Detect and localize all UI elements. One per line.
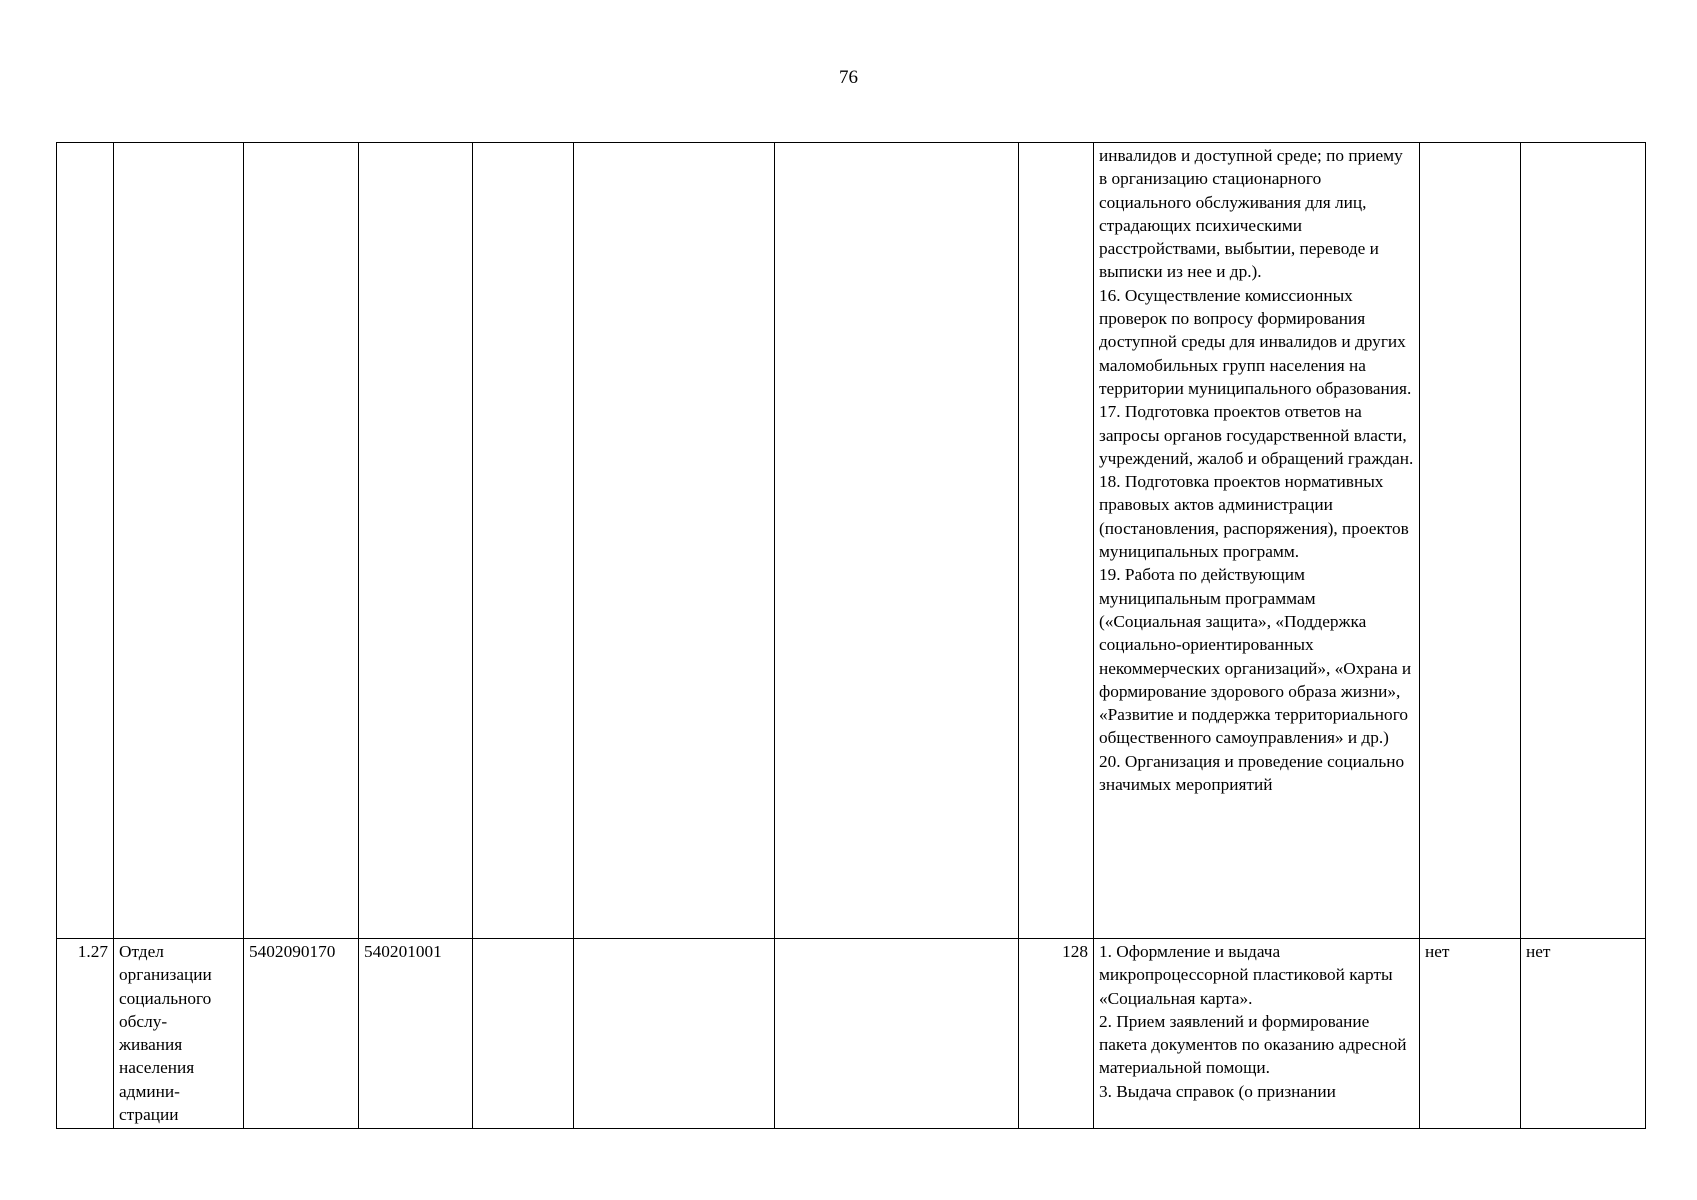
- cell-name: [114, 143, 244, 939]
- cell-inn: [244, 143, 359, 939]
- cell-col7: [775, 143, 1019, 939]
- cell-duties: 1. Оформление и выдача микропроцессорной пластиковой карты «Социальная карта». 2. Прием заявлений и формирование пакета документов по оказанию адресной материальной помощи. 3. Выдача справок (о признании: [1094, 939, 1420, 1129]
- cell-col5: [473, 939, 574, 1129]
- cell-kpp: 540201001: [359, 939, 473, 1129]
- cell-count: [1019, 143, 1094, 939]
- cell-duties: инвалидов и доступной среде; по приему в организацию стационарного социального обслуживания для лиц, страдающих психическими расстройствами, выбытии, переводе и выписки из нее и др.). 16. Осуществление комиссионных проверок по вопросу формирования доступной среды для инвалидов и других маломобильных групп населения на территории муниципального образования. 17. Подготовка проектов ответов на запросы органов государственной власти, учреждений, жалоб и обращений граждан. 18. Подготовка проектов нормативных правовых актов администрации (постановления, распоряжения), проектов муниципальных программ. 19. Работа по действующим муниципальным программам («Социальная защита», «Поддержка социально-ориентированных некоммерческих организаций», «Охрана и формирование здорового образа жизни», «Развитие и поддержка территориального общественного самоуправления» и др.) 20. Организация и проведение социально значимых мероприятий: [1094, 143, 1420, 939]
- cell-col6: [574, 143, 775, 939]
- cell-col5: [473, 143, 574, 939]
- table-row-1-27: [57, 939, 1646, 1129]
- cell-col10: нет: [1420, 939, 1521, 1129]
- cell-col6: [574, 939, 775, 1129]
- cell-inn: 5402090170: [244, 939, 359, 1129]
- cell-col11: нет: [1521, 939, 1646, 1129]
- table-row-continuation: [57, 143, 1646, 939]
- cell-name: Отдел организации социального обслу- живания населения админи- страции: [114, 939, 244, 1129]
- cell-col10: [1420, 143, 1521, 939]
- cell-kpp: [359, 143, 473, 939]
- cell-col7: [775, 939, 1019, 1129]
- cell-index: 1.27: [57, 939, 114, 1129]
- cell-col11: [1521, 143, 1646, 939]
- document-table: [56, 142, 1646, 1129]
- cell-count: 128: [1019, 939, 1094, 1129]
- page-number: 76: [839, 67, 858, 88]
- cell-index: [57, 143, 114, 939]
